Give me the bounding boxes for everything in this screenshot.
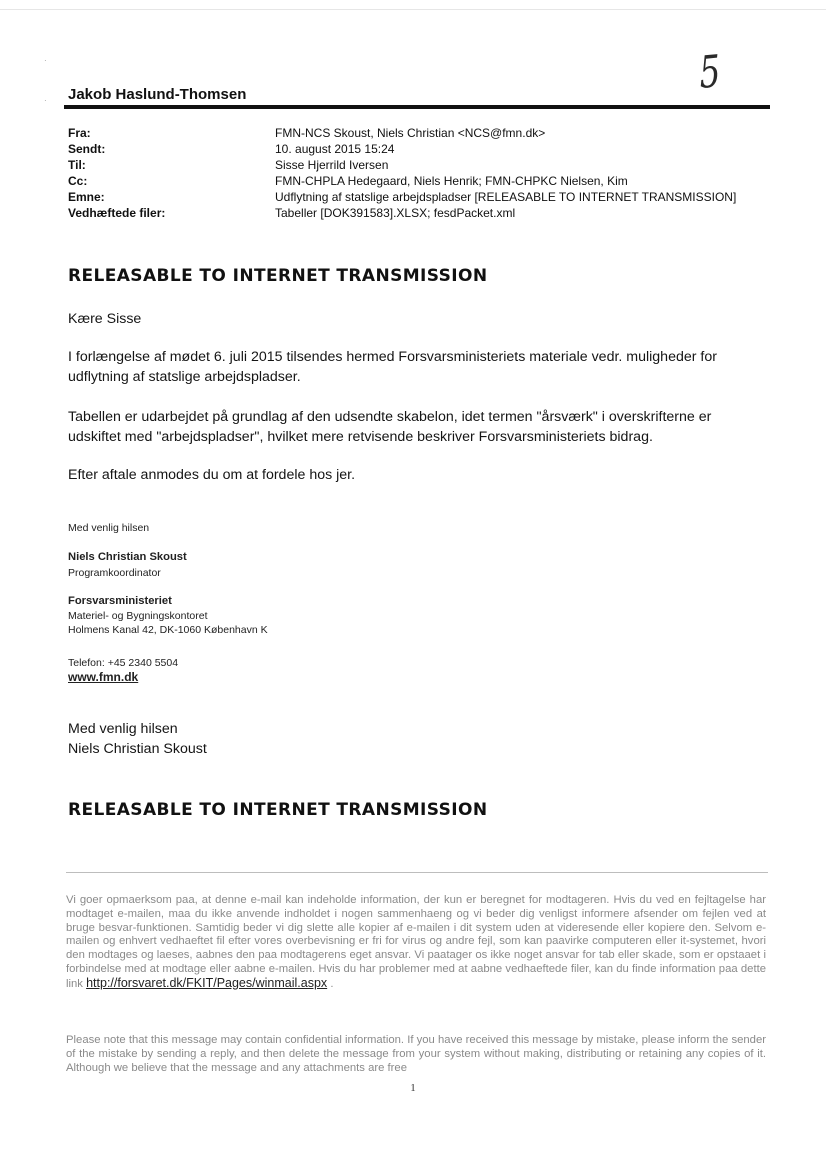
header-value: 10. august 2015 15:24: [275, 142, 395, 156]
signature-address: Holmens Kanal 42, DK-1060 København K: [68, 624, 268, 636]
header-label: Cc:: [68, 174, 88, 188]
scan-speck: ·: [44, 56, 47, 65]
disclaimer-danish-text: Vi goer opmaerksom paa, at denne e-mail kan indeholde information, der kun er beregnet for modtageren. Hvis du ved en fejltagelse har modtaget e-mailen, maa du ikke anvende indholdet i nogen sammenhaeng og vi beder dig venligst informere afsender om fejlen ved at bruge besvar-funktionen. Samtidig beder vi dig slette alle kopier af e-mailen i dit system uden at videresende eller kopiere den. Selvom e-mailen og enhvert vedhaeftet fil efter vores overbevisning er fri for virus og andre fejl, som kan paavirke computeren eller it-systemet, hvori den modtages og laeses, aabnes den paa modtagerens eget ansvar. Vi paatager os ikke noget ansvar for tab eller skade, som er opstaaet i forbindelse med at modtage eller aabne e-mailen. Hvis du har problemer med at aabne vedhaeftede filer, kan du finde information paa dette link: [66, 894, 766, 990]
disclaimer-danish: [66, 894, 766, 992]
signature-title: Programkoordinator: [68, 567, 161, 579]
handwritten-page-number: 5: [698, 46, 722, 99]
closing-name: Niels Christian Skoust: [68, 741, 207, 757]
email-header: [68, 125, 768, 221]
closing-line: Med venlig hilsen: [68, 721, 178, 737]
header-row-cc: [68, 173, 768, 189]
header-value: Udflytning af statslige arbejdspladser [RELEASABLE TO INTERNET TRANSMISSION]: [275, 190, 737, 204]
header-label: Til:: [68, 158, 86, 172]
header-row-sent: [68, 141, 768, 157]
disclaimer-link-suffix: .: [330, 977, 334, 990]
disclaimer-english: Please note that this message may contain confidential information. If you have received this message by mistake, please inform the sender of the mistake by sending a reply, and then delete the message from your system without making, distributing or retaining any copies of it. Although we believe that the message and any attachments are free: [66, 1034, 766, 1074]
header-value: Tabeller [DOK391583].XLSX; fesdPacket.xml: [275, 206, 516, 220]
signature-department: Materiel- og Bygningskontoret: [68, 610, 208, 622]
header-value: FMN-NCS Skoust, Niels Christian <NCS@fmn.dk>: [275, 126, 546, 140]
header-value: FMN-CHPLA Hedegaard, Niels Henrik; FMN-CHPKC Nielsen, Kim: [275, 174, 628, 188]
header-label: Vedhæftede filer:: [68, 206, 166, 220]
header-divider: [64, 105, 770, 109]
signature-org: Forsvarsministeriet: [68, 595, 172, 607]
disclaimer-divider: [66, 872, 768, 873]
signature-closing: Med venlig hilsen: [68, 522, 150, 534]
classification-heading-bottom: RELEASABLE TO INTERNET TRANSMISSION: [68, 800, 488, 820]
header-row-attachments: [68, 205, 768, 221]
header-value: Sisse Hjerrild Iversen: [275, 158, 389, 172]
scan-top-edge: [0, 9, 826, 10]
body-paragraph-1: I forlængelse af mødet 6. juli 2015 tilsendes hermed Forsvarsministeriets materiale vedr. muligheder for udflytning af statslige arbejdspladser.: [68, 349, 717, 385]
page-number: 1: [410, 1082, 416, 1094]
header-row-to: [68, 157, 768, 173]
signature-phone: Telefon: +45 2340 5504: [68, 657, 179, 669]
scan-speck: ·: [44, 96, 47, 105]
signature-name: Niels Christian Skoust: [68, 551, 187, 563]
classification-heading-top: RELEASABLE TO INTERNET TRANSMISSION: [68, 266, 488, 286]
mailbox-owner-name: Jakob Haslund-Thomsen: [68, 86, 247, 103]
header-row-subject: [68, 189, 768, 205]
body-paragraph-3: Efter aftale anmodes du om at fordele hos jer.: [68, 467, 356, 483]
header-label: Fra:: [68, 126, 91, 140]
body-paragraph-2: Tabellen er udarbejdet på grundlag af den udsendte skabelon, idet termen "årsværk" i overskrifterne er udskiftet med "arbejdspladser", hvilket mere retvisende beskriver Forsvarsministeriets bidrag.: [68, 409, 712, 445]
header-label: Emne:: [68, 190, 105, 204]
greeting: Kære Sisse: [68, 311, 142, 327]
header-row-from: [68, 125, 768, 141]
header-label: Sendt:: [68, 142, 106, 156]
signature-website-link[interactable]: www.fmn.dk: [68, 670, 139, 684]
winmail-help-link[interactable]: http://forsvaret.dk/FKIT/Pages/winmail.aspx: [86, 975, 328, 990]
